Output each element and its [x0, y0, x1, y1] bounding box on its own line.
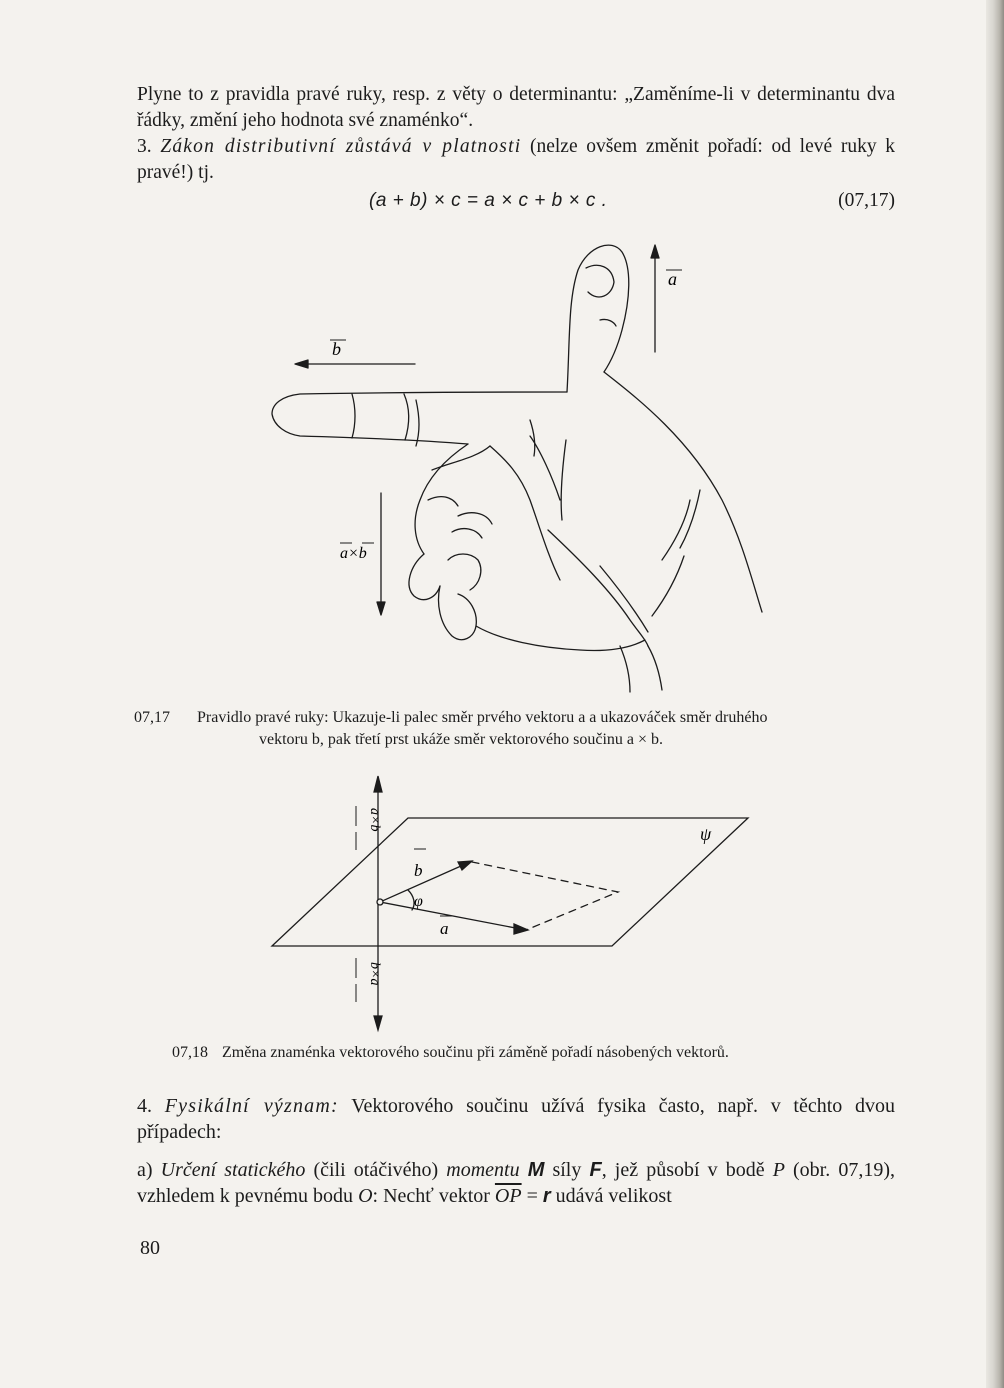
equation-formula: (a + b) × c = a × c + b × c . [369, 190, 608, 211]
label-vector-b: b [332, 339, 341, 359]
label-b-plane: b [414, 861, 423, 880]
label-bxa-vertical: b×a [367, 962, 382, 986]
symbol-OP-vector: $\overline{OP}$ [494, 1185, 522, 1207]
symbol-F: F [589, 1159, 602, 1181]
vector-b-line [380, 862, 470, 902]
label-a-plane: a [440, 919, 449, 938]
equation-number: (07,17) [838, 190, 895, 211]
item-number: 3. [137, 136, 161, 157]
label-vector-axb: a×b [340, 545, 367, 562]
parallelogram-dashed [472, 862, 618, 930]
text-fragment: (obr. 07,19), vzhledem k pevnému bodu [137, 1159, 895, 1207]
caption-07-18 [172, 1042, 872, 1064]
moment-term: momentu [446, 1159, 520, 1181]
caption-07-18-text: Změna znaménka vektorového součinu při záměně pořadí násobených vektorů. [222, 1044, 729, 1061]
symbol-O: O [358, 1185, 373, 1207]
label-vector-a: a [668, 269, 677, 289]
symbol-r: r [542, 1185, 551, 1207]
static-moment-term: Určení statického [160, 1159, 306, 1181]
paragraph-physical-meaning [137, 1093, 895, 1145]
paragraph-determinant-text: Plyne to z pravidla pravé ruky, resp. z věty o determinantu: „Zaměníme-li v determinantu dva řádky, změní jeho hodnota své znaménko“. [137, 84, 895, 131]
text-fragment: , jež působí v bodě [601, 1159, 773, 1181]
text-fragment: = [521, 1185, 543, 1207]
text-fragment: udává velikost [550, 1185, 672, 1207]
distributive-law-text: (nelze ovšem změnit pořadí: od levé ruky k pravé!) tj. [137, 136, 896, 183]
text-fragment: : Nechť vektor [372, 1185, 495, 1207]
label-psi: ψ [700, 824, 712, 844]
caption-07-18-number: 07,18 [172, 1044, 208, 1061]
label-axb-vertical: a×b [367, 808, 382, 832]
physical-meaning-text: Vektorového součinu užívá fysika často, např. v těchto dvou případech: [137, 1095, 895, 1143]
text-fragment: síly [544, 1159, 590, 1181]
symbol-P: P [772, 1159, 785, 1181]
distributive-law-term: Zákon distributivní zůstává v platnosti [160, 136, 522, 157]
symbol-M: M [527, 1159, 545, 1181]
figure-vector-product-plane [272, 776, 748, 1030]
caption-07-17-number: 07,17 [134, 709, 170, 726]
item-letter-a: a) [137, 1159, 161, 1181]
page-number: 80 [140, 1237, 160, 1259]
item-number-4: 4. [137, 1095, 165, 1117]
label-phi: φ [414, 893, 423, 910]
caption-07-17-line1: Pravidlo pravé ruky: Ukazuje-li palec směr prvého vektoru a a ukazováček směr druhého [197, 709, 768, 726]
text-fragment: (čili otáčivého) [305, 1159, 447, 1181]
physical-meaning-term: Fysikální význam: [164, 1095, 339, 1117]
caption-07-17-line2: vektoru b, pak třetí prst ukáže směr vektorového součinu a × b. [259, 731, 664, 748]
hand-drawing [272, 245, 762, 692]
paragraph-static-moment [137, 1157, 895, 1209]
